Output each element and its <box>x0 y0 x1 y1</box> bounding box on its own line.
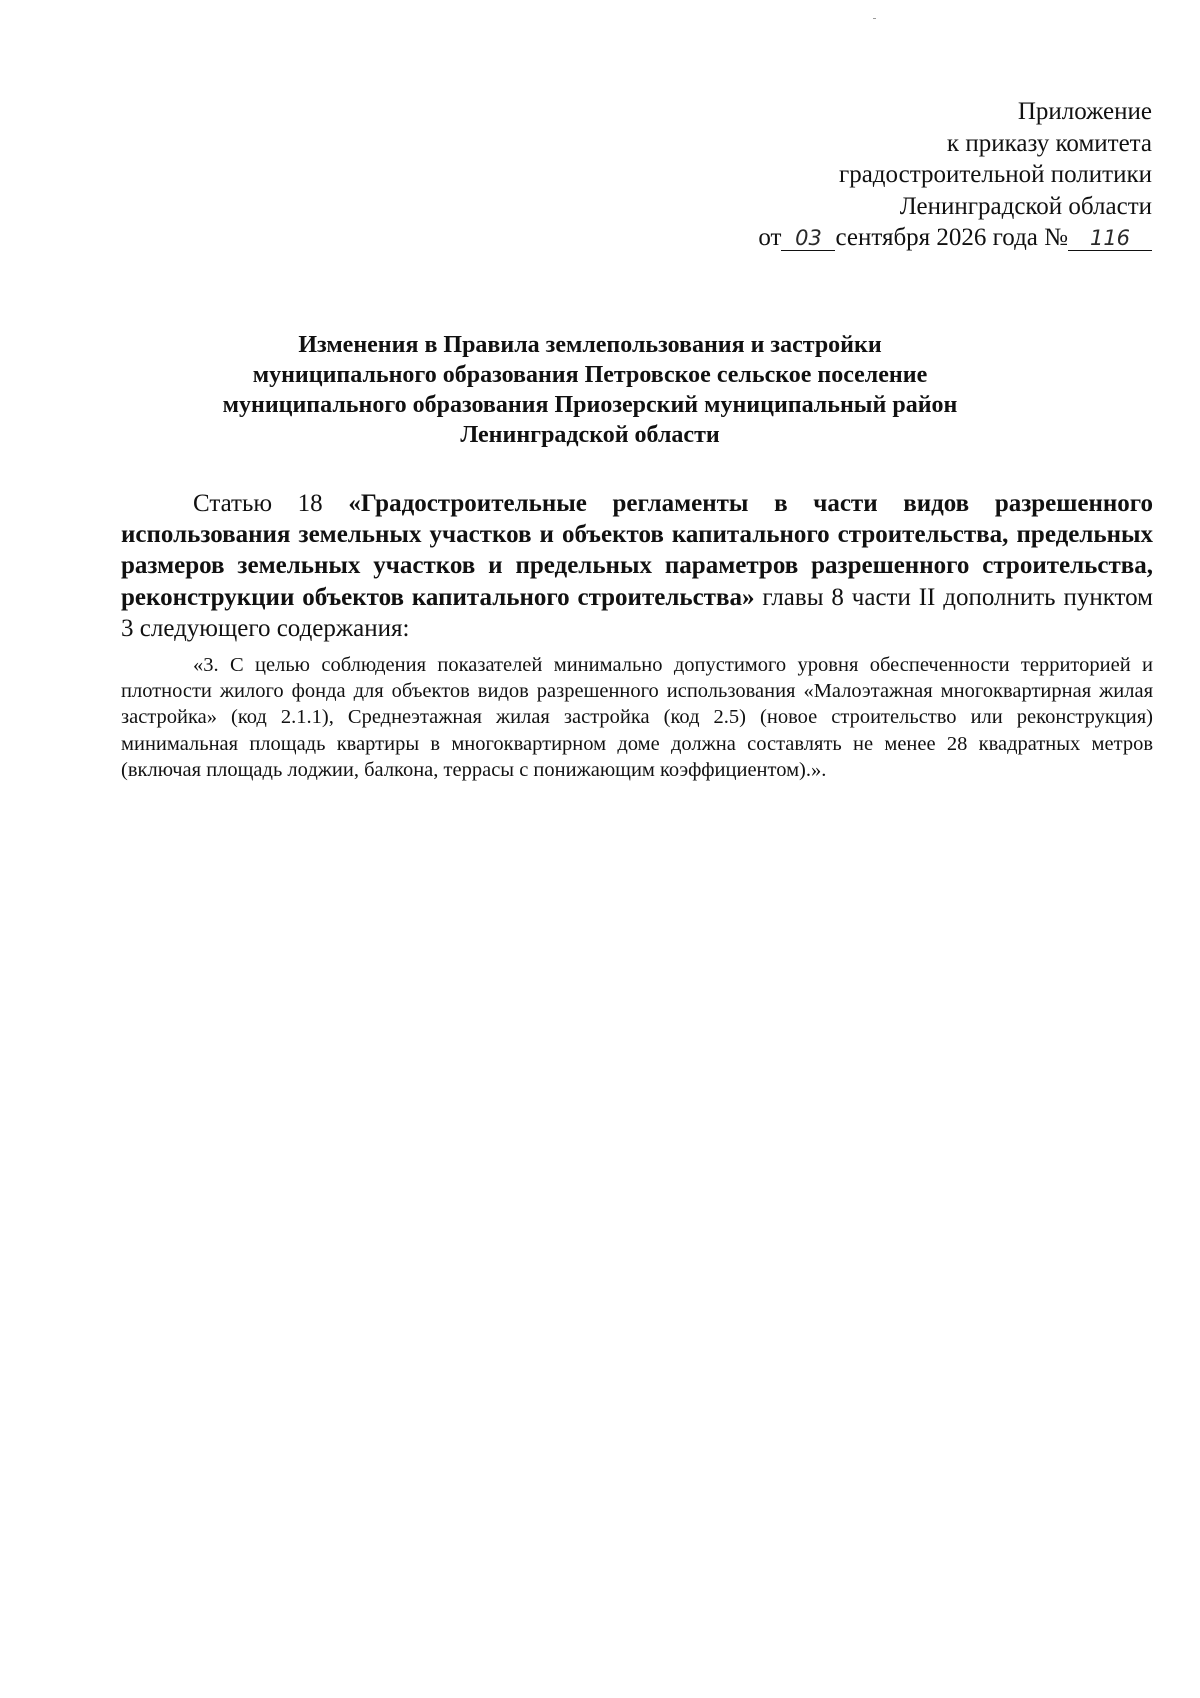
scan-speck <box>873 18 876 19</box>
main-prefix: Статью 18 <box>193 490 349 517</box>
appendix-date-line <box>592 222 1152 254</box>
appendix-order-ref: к приказу комитета <box>946 129 1152 157</box>
title-line: Изменения в Правила землепользования и застройки <box>298 332 882 358</box>
title-line: муниципального образования Приозерский муниципальный район <box>222 392 958 418</box>
title-line: муниципального образования Петровское сельское поселение <box>252 362 928 388</box>
appendix-header <box>592 96 1152 254</box>
title-line: Ленинградской области <box>460 422 720 448</box>
main-suffix: главы 8 части II дополнить пунктом 3 следующего содержания: <box>121 583 1153 642</box>
main-paragraph <box>121 488 1153 644</box>
amendment-text: «3. С целью соблюдения показателей минимально допустимого уровня обеспеченности территорией и плотности жилого фонда для объектов видов разрешенного использования «Малоэтажная многоквартирная жилая застройка» (код 2.1.1), Среднеэтажная жилая застройка (код 2.5) (новое строительство или реконструкция) минимальная площадь квартиры в многоквартирном доме должна составлять не менее 28 квадратных метров (включая площадь лоджии, балкона, террасы с понижающим коэффициентом).». <box>121 654 1153 781</box>
handwritten-order-number: 116 <box>1068 226 1152 251</box>
article-title: «Градостроительные регламенты в части видов разрешенного использования земельных участков и объектов капитального строительства, предельных размеров земельных участков и предельных параметров разрешенного строительства, реконструкции объектов капитального строительства» <box>121 490 1154 611</box>
appendix-label: Приложение <box>1017 98 1152 125</box>
date-prefix: от <box>758 224 782 251</box>
appendix-committee: градостроительной политики <box>838 161 1152 188</box>
appendix-region: Ленинградской области <box>899 192 1152 220</box>
handwritten-day: 03 <box>781 226 835 251</box>
document-title <box>150 330 1030 450</box>
date-month-year: сентября 2026 года № <box>835 224 1068 251</box>
